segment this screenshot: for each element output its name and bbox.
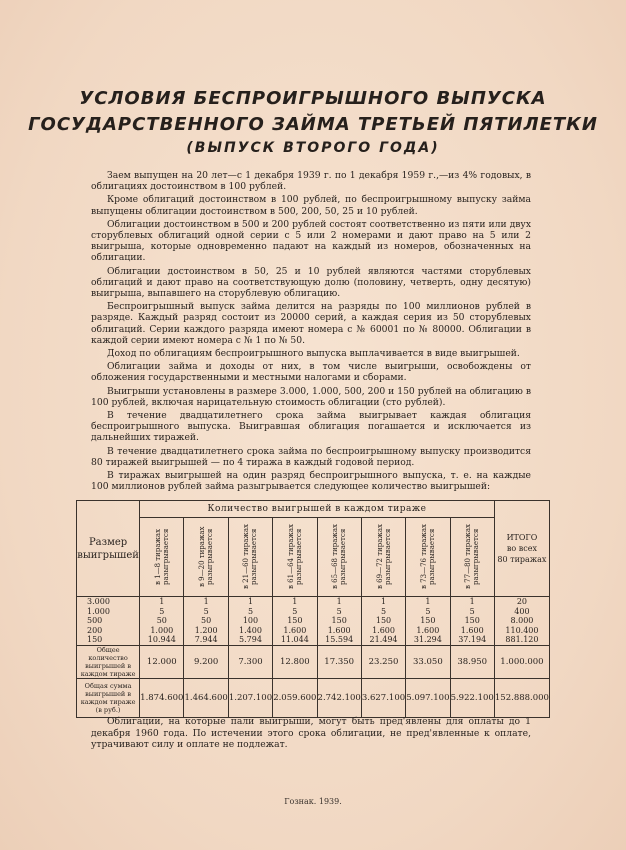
paragraph: Облигации достоинством в 500 и 200 рублей состоят соответственно из пяти или двух сторублевых облигаций одной серии с 5 или 2 номерами и дают право на 5 или 2 выигрыша, которые одновременно падают на каждый из номеров, обозначенных на облигации. xyxy=(91,218,531,264)
column-header xyxy=(273,518,317,597)
count-value: 9.200 xyxy=(184,645,228,678)
title-line-2: ГОСУДАРСТВЕННОГО ЗАЙМА ТРЕТЬЕЙ ПЯТИЛЕТКИ xyxy=(28,114,598,135)
values-cell xyxy=(273,597,317,646)
column-header xyxy=(450,518,494,597)
column-header-text: в 77—80 тиражах разыгрывается xyxy=(464,524,481,590)
sum-value: 5.097.100 xyxy=(406,678,450,717)
count-header: Количество выигрышей в каждом тираже xyxy=(140,501,495,518)
cell-value: 10.944 xyxy=(147,635,176,644)
cell-value: 1.600 xyxy=(283,625,307,635)
size-value: 150 xyxy=(87,635,103,644)
count-value: 23.250 xyxy=(361,645,405,678)
paragraph: Облигации займа и доходы от них, в том числе выигрыши, освобождены от обложения государственными и местными налогами и сборами. xyxy=(91,361,531,384)
column-header xyxy=(361,518,405,597)
total-header-line-2: во всех xyxy=(506,544,537,553)
values-cell xyxy=(140,597,184,646)
values-cell xyxy=(228,597,272,646)
size-value: 1.000 xyxy=(87,606,110,616)
cell-value: 150 xyxy=(287,616,303,625)
total-header xyxy=(494,501,549,597)
column-header-text: в 1—8 тиражах разыгрывается xyxy=(153,528,170,586)
cell-value: 15.594 xyxy=(325,635,354,644)
column-header xyxy=(406,518,450,597)
count-value: 33.050 xyxy=(406,645,450,678)
total-header-line-1: ИТОГО xyxy=(506,533,538,542)
sum-value: 3.627.100 xyxy=(361,678,405,717)
sum-value: 2.742.100 xyxy=(317,678,361,717)
cell-value: 31.294 xyxy=(413,635,442,644)
column-header xyxy=(140,518,184,597)
cell-value: 1 xyxy=(425,597,431,606)
column-header xyxy=(317,518,361,597)
count-value: 38.950 xyxy=(450,645,494,678)
paragraph: Беспроигрышный выпуск займа делится на разряды по 100 миллионов рублей в разряде. Каждый разряд состоит из 20000 серий, а каждая серия из 50 сторублевых облигаций. Серии каждого разряда имеют номера с № 60001 по № 80000. Облигации в каждой серии имеют номера с № 1 по № 50. xyxy=(91,301,531,346)
column-header xyxy=(228,518,272,597)
column-header-text: в 21—60 тиражах разыгрывается xyxy=(242,524,259,590)
cell-value: 21.494 xyxy=(369,635,398,644)
total-header-line-3: 80 тиражах xyxy=(497,555,547,564)
cell-value: 100 xyxy=(242,616,259,625)
total-value: 110.400 xyxy=(505,625,539,635)
cell-value: 1 xyxy=(247,597,254,606)
cell-value: 5 xyxy=(292,606,298,616)
total-value: 881.120 xyxy=(505,635,539,644)
paragraph: В течение двадцатилетнего срока займа по беспроигрышному выпуску производится 80 тиражей выигрышей — по 4 тиража в каждый годовой период. xyxy=(91,445,531,468)
cell-value: 50 xyxy=(201,616,212,625)
cell-value: 1.600 xyxy=(327,625,351,635)
cell-value: 5 xyxy=(380,606,387,616)
count-total: 1.000.000 xyxy=(494,645,549,678)
cell-value: 1 xyxy=(159,597,165,606)
cell-value: 1.600 xyxy=(416,625,440,635)
count-value: 12.000 xyxy=(140,645,184,678)
cell-value: 1 xyxy=(292,597,298,606)
column-header-text: в 73—76 тиражах разыгрывается xyxy=(419,524,436,590)
closing-text xyxy=(91,716,531,751)
size-value: 3.000 xyxy=(87,597,110,606)
total-value: 8.000 xyxy=(510,616,534,625)
closing-paragraph: Облигации, на которые пали выигрыши, могут быть пред'явлены для оплаты до 1 декабря 1960 года. По истечении этого срока облигации, не пред'явленные к оплате, утрачивают силу и оплате не подлежат. xyxy=(91,716,531,750)
total-value: 400 xyxy=(514,606,530,616)
paragraph: Заем выпущен на 20 лет—с 1 декабря 1939 г. по 1 декабря 1959 г.,—из 4% годовых, в облигациях достоинством в 100 рублей. xyxy=(91,170,531,193)
paragraph: В течение двадцатилетнего срока займа выигрывает каждая облигация беспроигрышного выпуска. Выигравшая облигация погашается и исключается из дальнейших тиражей. xyxy=(91,410,531,444)
paragraph: Кроме облигаций достоинством в 100 рублей, по беспроигрышному выпуску займа выпущены облигации достоинством в 500, 200, 50, 25 и 10 рублей. xyxy=(91,194,531,217)
cell-value: 1 xyxy=(469,597,475,606)
title-line-1: УСЛОВИЯ БЕСПРОИГРЫШНОГО ВЫПУСКА xyxy=(79,88,547,109)
table-row xyxy=(77,597,550,646)
cell-value: 1 xyxy=(380,597,387,606)
cell-value: 37.194 xyxy=(458,635,487,644)
values-cell xyxy=(450,597,494,646)
title-line-3: (ВЫПУСК ВТОРОГО ГОДА) xyxy=(186,140,440,156)
prize-table xyxy=(76,500,550,718)
table-row-sum xyxy=(77,678,550,717)
values-cell xyxy=(317,597,361,646)
total-value: 20 xyxy=(516,597,528,606)
sum-total: 152.888.000 xyxy=(494,678,549,717)
sum-value: 2.059.600 xyxy=(273,678,317,717)
cell-value: 150 xyxy=(420,616,436,625)
paragraph: Доход по облигациям беспроигрышного выпуска выплачивается в виде выигрышей. xyxy=(107,348,520,360)
cell-value: 150 xyxy=(464,616,480,625)
column-header-text: в 61—64 тиражах разыгрывается xyxy=(286,524,303,590)
cell-value: 1 xyxy=(203,597,209,606)
cell-value: 150 xyxy=(331,616,347,625)
cell-value: 50 xyxy=(156,616,167,625)
column-header-text: в 69—72 тиражах разыгрывается xyxy=(375,524,392,590)
sum-value: 1.464.600 xyxy=(184,678,228,717)
cell-value: 1.200 xyxy=(194,625,218,635)
paragraph: Облигации достоинством в 50, 25 и 10 рублей являются частями сторублевых облигаций и дают право на соответствующую долю (половину, четверть, одну десятую) выигрыша, выпавшего на сторублевую облигацию. xyxy=(91,265,531,300)
values-cell xyxy=(184,597,228,646)
paragraph: Выигрыши установлены в размере 3.000, 1.000, 500, 200 и 150 рублей на облигацию в 100 рублей, включая нарицательную стоимость облигации (сто рублей). xyxy=(91,385,531,408)
cell-value: 5.794 xyxy=(239,635,262,644)
size-list xyxy=(77,597,140,646)
cell-value: 1 xyxy=(336,597,342,606)
size-value: 500 xyxy=(87,616,103,625)
sum-value: 5.922.100 xyxy=(450,678,494,717)
cell-value: 5 xyxy=(203,606,209,616)
size-header: Размер выигрышей xyxy=(77,501,140,597)
sum-value: 1.207.100 xyxy=(228,678,272,717)
cell-value: 1.000 xyxy=(150,625,174,635)
conditions-text xyxy=(91,170,531,494)
cell-value: 150 xyxy=(375,616,392,625)
printer-imprint: Гознак. 1939. xyxy=(284,797,342,806)
values-cell xyxy=(406,597,450,646)
table-row-count xyxy=(77,645,550,678)
cell-value: 5 xyxy=(336,606,342,616)
count-value: 17.350 xyxy=(317,645,361,678)
column-header xyxy=(184,518,228,597)
count-label: Общее количество выигрышей в каждом тираже xyxy=(77,645,140,678)
cell-value: 5 xyxy=(469,606,475,616)
values-cell xyxy=(361,597,405,646)
cell-value: 1.400 xyxy=(239,625,262,635)
cell-value: 11.044 xyxy=(280,635,309,644)
cell-value: 7.944 xyxy=(194,635,218,644)
size-value: 200 xyxy=(87,625,103,635)
cell-value: 5 xyxy=(425,606,431,616)
column-header-text: в 9—20 тиражах разыгрывается xyxy=(198,526,215,588)
cell-value: 1.600 xyxy=(372,625,395,635)
count-value: 12.800 xyxy=(273,645,317,678)
column-header-text: в 65—68 тиражах разыгрывается xyxy=(331,524,348,590)
totals-cell xyxy=(494,597,549,646)
sum-value: 1.874.600 xyxy=(140,678,184,717)
sum-label: Общая сумма выигрышей в каждом тираже (в руб.) xyxy=(77,678,140,717)
paragraph: В тиражах выигрышей на один разряд беспроигрышного выпуска, т. е. на каждые 100 миллионов рублей займа разыгрывается следующее количество выигрышей: xyxy=(91,470,531,493)
cell-value: 1.600 xyxy=(460,625,484,635)
cell-value: 5 xyxy=(159,606,165,616)
cell-value: 5 xyxy=(247,606,254,616)
count-value: 7.300 xyxy=(228,645,272,678)
